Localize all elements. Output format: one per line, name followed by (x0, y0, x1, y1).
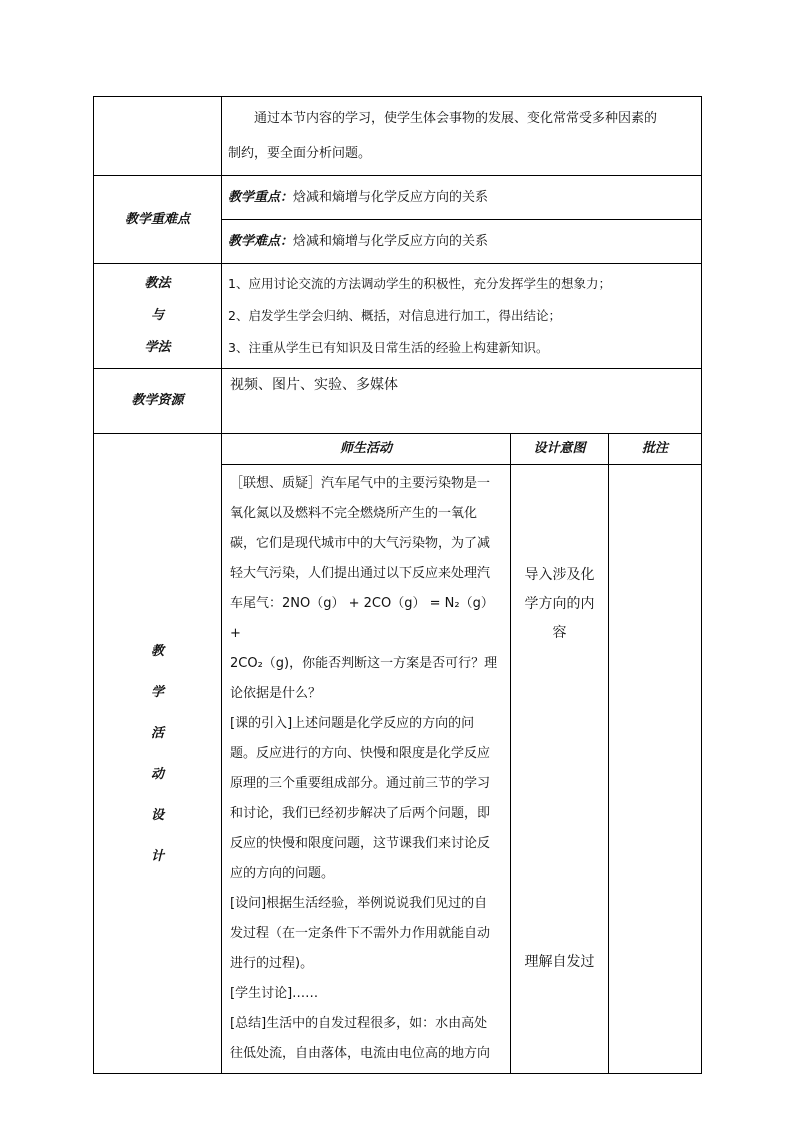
resources-row (94, 369, 702, 434)
resources-cell: 视频、图片、实验、多媒体 (222, 369, 702, 434)
activity-header-row (94, 434, 702, 465)
intro-label-cell (94, 97, 222, 176)
intent-block-2: 理解自发过 (524, 954, 595, 970)
key-focus-row (94, 176, 702, 220)
activity-label-6: 计 (150, 848, 164, 864)
activity-line: ［联想、质疑］汽车尾气中的主要污染物是一 (230, 476, 491, 491)
activity-line: 题。反应进行的方向、快慢和限度是化学反应 (230, 746, 491, 761)
methods-cell (222, 264, 702, 369)
intent-cell (511, 465, 609, 1074)
activity-line: 应的方向的问题。 (230, 866, 335, 881)
methods-row (94, 264, 702, 369)
activity-text-cell (222, 465, 511, 1074)
lesson-plan-table (93, 96, 702, 1074)
activity-label-4: 动 (150, 766, 164, 782)
intro-cell (222, 97, 702, 176)
activity-line: 原理的三个重要组成部分。通过前三节的学习 (230, 776, 491, 791)
difficulty-text: 焓减和熵增与化学反应方向的关系 (293, 233, 489, 249)
activity-line: 进行的过程)。 (230, 956, 314, 971)
activity-line: 反应的快慢和限度问题，这节课我们来讨论反 (230, 836, 491, 851)
focus-text: 焓减和熵增与化学反应方向的关系 (293, 189, 489, 205)
activity-label-1: 教 (150, 643, 164, 659)
intent-block-1 (517, 561, 602, 648)
activity-line: [课的引入]上述问题是化学反应的方向的问 (230, 716, 475, 731)
methods-label-2: 与 (150, 308, 164, 323)
activity-label (94, 434, 222, 1074)
activity-label-3: 活 (150, 725, 164, 741)
focus-lead: 教学重点： (228, 189, 294, 205)
methods-label-1: 教法 (144, 276, 171, 291)
method-item-2: 2、启发学生学会归纳、概括，对信息进行加工，得出结论； (228, 308, 561, 323)
activity-line: 氧化氮以及燃料不完全燃烧所产生的一氧化 (230, 506, 478, 521)
difficulty-lead: 教学难点： (228, 233, 294, 249)
intro-line-2: 制约，要全面分析问题。 (228, 146, 372, 161)
activity-line: 轻大气污染，人们提出通过以下反应来处理汽 (230, 566, 491, 581)
activity-line: 碳，它们是现代城市中的大气污染物，为了减 (230, 536, 491, 551)
methods-label-3: 学法 (144, 340, 171, 355)
method-item-1: 1、应用讨论交流的方法调动学生的积极性，充分发挥学生的想象力； (228, 276, 611, 291)
intro-row (94, 97, 702, 176)
activity-line: 往低处流，自由落体，电流由电位高的地方向 (230, 1046, 491, 1061)
header-activities: 师生活动 (222, 434, 511, 465)
focus-cell (222, 176, 702, 220)
intent-line: 容 (552, 625, 567, 641)
activity-label-5: 设 (150, 807, 164, 823)
intent-line: 学方向的内 (524, 596, 595, 612)
activity-line: [设问]根据生活经验，举例说说我们见过的自 (230, 896, 488, 911)
difficulty-cell (222, 220, 702, 264)
intent-line: 导入涉及化 (524, 567, 595, 583)
header-intent: 设计意图 (511, 434, 609, 465)
key-points-label: 教学重难点 (94, 176, 222, 264)
intro-line-1: 通过本节内容的学习，使学生体会事物的发展、变化常常受多种因素的 (254, 111, 658, 126)
activity-line: 2CO₂（g)，你能否判断这一方案是否可行？理 (230, 656, 498, 671)
activity-label-2: 学 (150, 684, 164, 700)
activity-line: 发过程（在一定条件下不需外力作用就能自动 (230, 926, 491, 941)
activity-line: [学生讨论]…… (230, 986, 319, 1001)
resources-label: 教学资源 (94, 369, 222, 434)
activity-line: 车尾气：2NO（g） + 2CO（g） = N₂（g） + (230, 596, 494, 641)
activity-line: [总结]生活中的自发过程很多，如：水由高处 (230, 1016, 488, 1031)
activity-line: 论依据是什么？ (230, 686, 322, 701)
notes-cell (609, 465, 702, 1074)
methods-label (94, 264, 222, 369)
header-notes: 批注 (609, 434, 702, 465)
activity-line: 和讨论，我们已经初步解决了后两个问题，即 (230, 806, 491, 821)
method-item-3: 3、注重从学生已有知识及日常生活的经验上构建新知识。 (228, 340, 549, 355)
